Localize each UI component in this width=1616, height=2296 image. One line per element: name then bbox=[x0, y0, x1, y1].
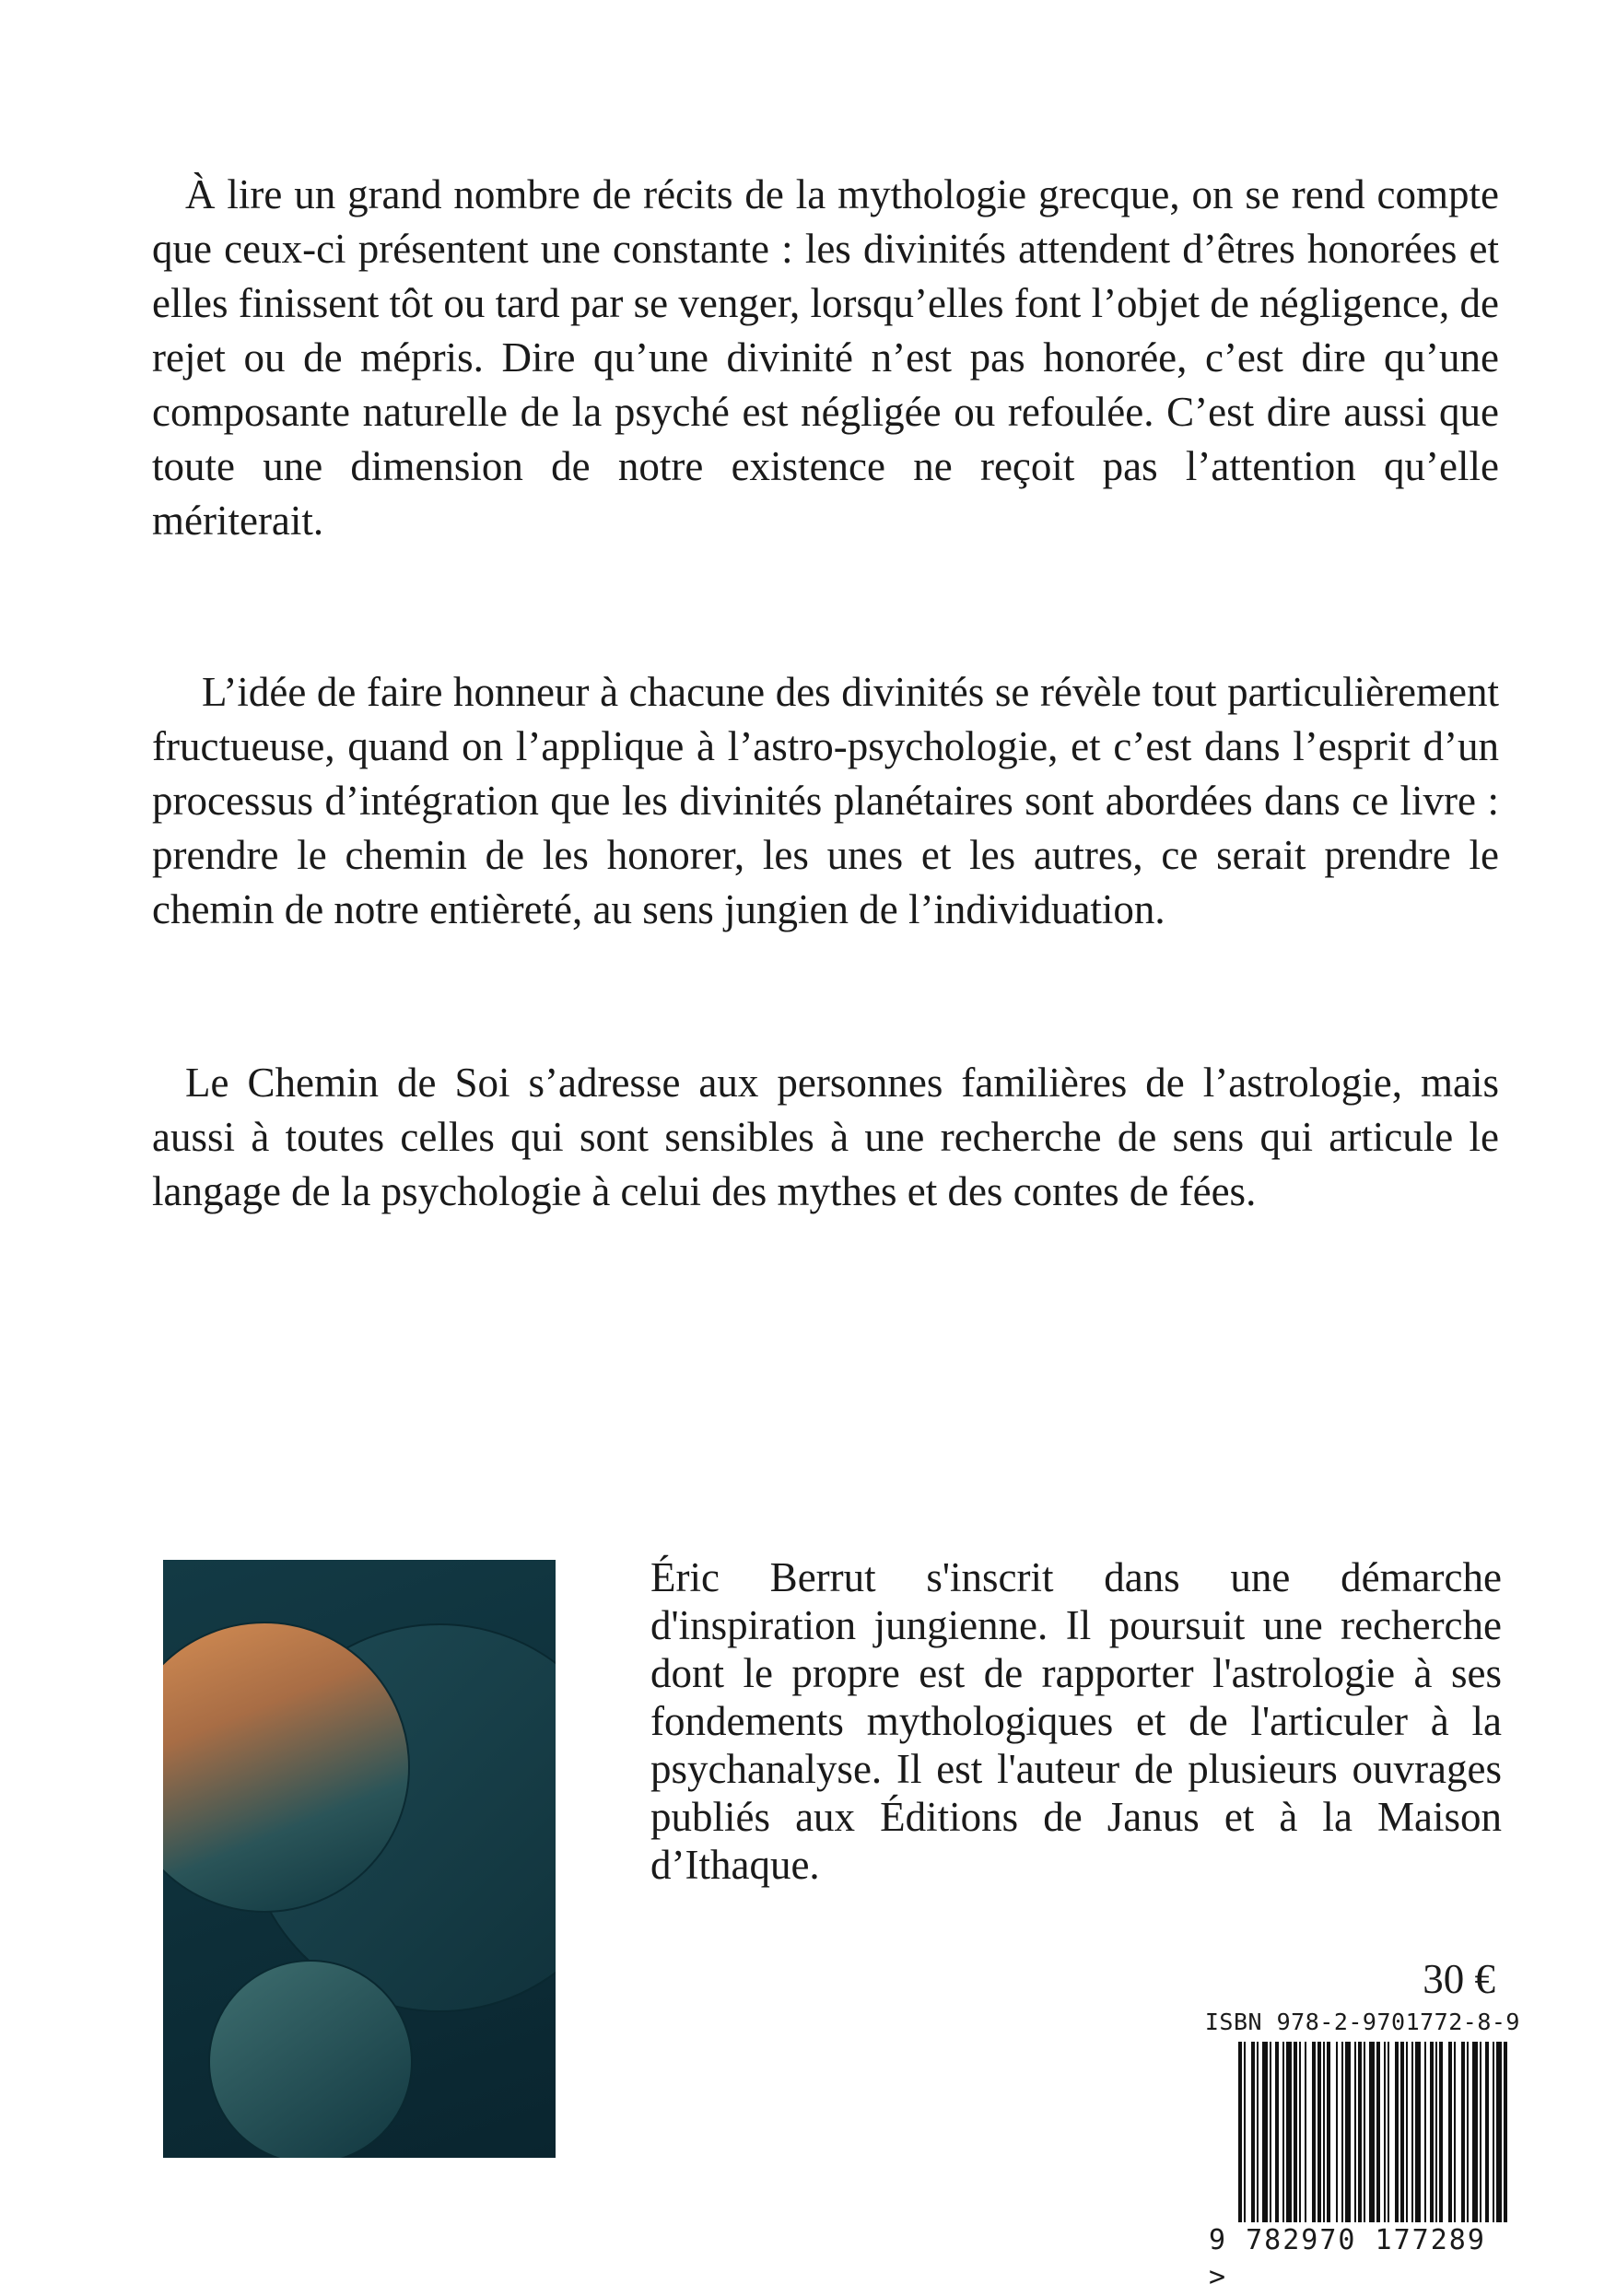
barcode-bar bbox=[1485, 2042, 1489, 2222]
barcode-bar bbox=[1395, 2042, 1399, 2222]
barcode-bar bbox=[1251, 2042, 1255, 2222]
barcode-bar bbox=[1341, 2042, 1343, 2222]
barcode-bar bbox=[1358, 2042, 1362, 2222]
barcode-bar bbox=[1323, 2042, 1325, 2222]
barcode-digits: 9 782970 177289 > bbox=[1209, 2224, 1486, 2293]
barcode-bar bbox=[1384, 2042, 1386, 2222]
barcode-bar bbox=[1448, 2042, 1452, 2222]
barcode-bar bbox=[1364, 2042, 1365, 2222]
barcode-bar bbox=[1406, 2042, 1408, 2222]
barcode-bar bbox=[1496, 2042, 1502, 2222]
barcode-bar bbox=[1238, 2042, 1242, 2222]
barcode-bar bbox=[1480, 2042, 1481, 2222]
barcode-bar bbox=[1369, 2042, 1375, 2222]
barcode-bar bbox=[1305, 2042, 1306, 2222]
barcode-bar bbox=[1388, 2042, 1389, 2222]
barcode-bar bbox=[1286, 2042, 1292, 2222]
barcode-bar bbox=[1244, 2042, 1246, 2222]
barcode-bar bbox=[1327, 2042, 1330, 2222]
barcode-bar bbox=[1461, 2042, 1465, 2222]
barcode-bar bbox=[1435, 2042, 1437, 2222]
barcode-bar bbox=[1336, 2042, 1338, 2222]
small-bottom-circle bbox=[209, 1961, 412, 2158]
barcode-bar bbox=[1430, 2042, 1434, 2222]
barcode-bar bbox=[1415, 2042, 1421, 2222]
back-cover-paragraph-1: À lire un grand nombre de récits de la mythologie grecque, on se rend compte que ceux-ci présentent une constante : les divinités attendent d’êtres honorées et elles finissent tôt ou tard par se venger, lorsqu’elles font l’objet de négligence, de rejet ou de mépris. Dire qu’une divinité n’est pas honorée, c’est dire qu’une composante naturelle de la psyché est négligée ou refoulée. C’est dire aussi que toute une dimension de notre existence ne reçoit pas l’attention qu’elle mériterait. bbox=[152, 171, 1499, 544]
barcode-bar bbox=[1270, 2042, 1271, 2222]
barcode-bar bbox=[1411, 2042, 1413, 2222]
price-label: 30 € bbox=[1423, 1956, 1495, 2002]
barcode-bar bbox=[1454, 2042, 1456, 2222]
barcode-bar bbox=[1376, 2042, 1380, 2222]
barcode-bar bbox=[1317, 2042, 1321, 2222]
cover-artwork bbox=[163, 1560, 556, 2158]
barcode-bar bbox=[1345, 2042, 1351, 2222]
back-cover-paragraph-3: Le Chemin de Soi s’adresse aux personnes familières de l’astrologie, mais aussi à toutes celles qui sont sensibles à une recherche de sens qui articule le langage de la psychologie à celui des mythes et des contes de fées. bbox=[152, 1060, 1499, 1214]
barcode-bar bbox=[1282, 2042, 1284, 2222]
author-biography: Éric Berrut s'inscrit dans une démarche d'inspiration jungienne. Il poursuit une recherche dont le propre est de rapporter l'astrologie à ses fondements mythologiques et de l'articuler à la psychanalyse. Il est l'auteur de plusieurs ouvrages publiés aux Éditions de Janus et à la Maison d’Ithaque. bbox=[650, 1554, 1502, 1888]
barcode-bar bbox=[1504, 2042, 1507, 2222]
barcode-bar bbox=[1400, 2042, 1404, 2222]
back-cover-paragraph-2: L’idée de faire honneur à chacune des divinités se révèle tout particulièrement fructueuse, quand on l’applique à l’astro-psychologie, et c’est dans l’esprit d’un processus d’intégration que les divinités planétaires sont abordées dans ce livre : prendre le chemin de les honorer, les unes et les autres, ce serait prendre le chemin de notre entièreté, au sens jungien de l’individuation. bbox=[152, 669, 1499, 932]
barcode-bar bbox=[1472, 2042, 1478, 2222]
barcode-bar bbox=[1294, 2042, 1297, 2222]
barcode-bar bbox=[1257, 2042, 1259, 2222]
barcode-bar bbox=[1467, 2042, 1469, 2222]
isbn-label: ISBN 978-2-9701772-8-9 bbox=[1204, 2009, 1520, 2035]
barcode-bar bbox=[1354, 2042, 1356, 2222]
barcode-bar bbox=[1275, 2042, 1279, 2222]
barcode-bar bbox=[1493, 2042, 1494, 2222]
barcode-bar bbox=[1424, 2042, 1426, 2222]
barcode-bar bbox=[1312, 2042, 1316, 2222]
barcode-bar bbox=[1299, 2042, 1301, 2222]
barcode-bar bbox=[1439, 2042, 1443, 2222]
barcode-bar bbox=[1262, 2042, 1268, 2222]
